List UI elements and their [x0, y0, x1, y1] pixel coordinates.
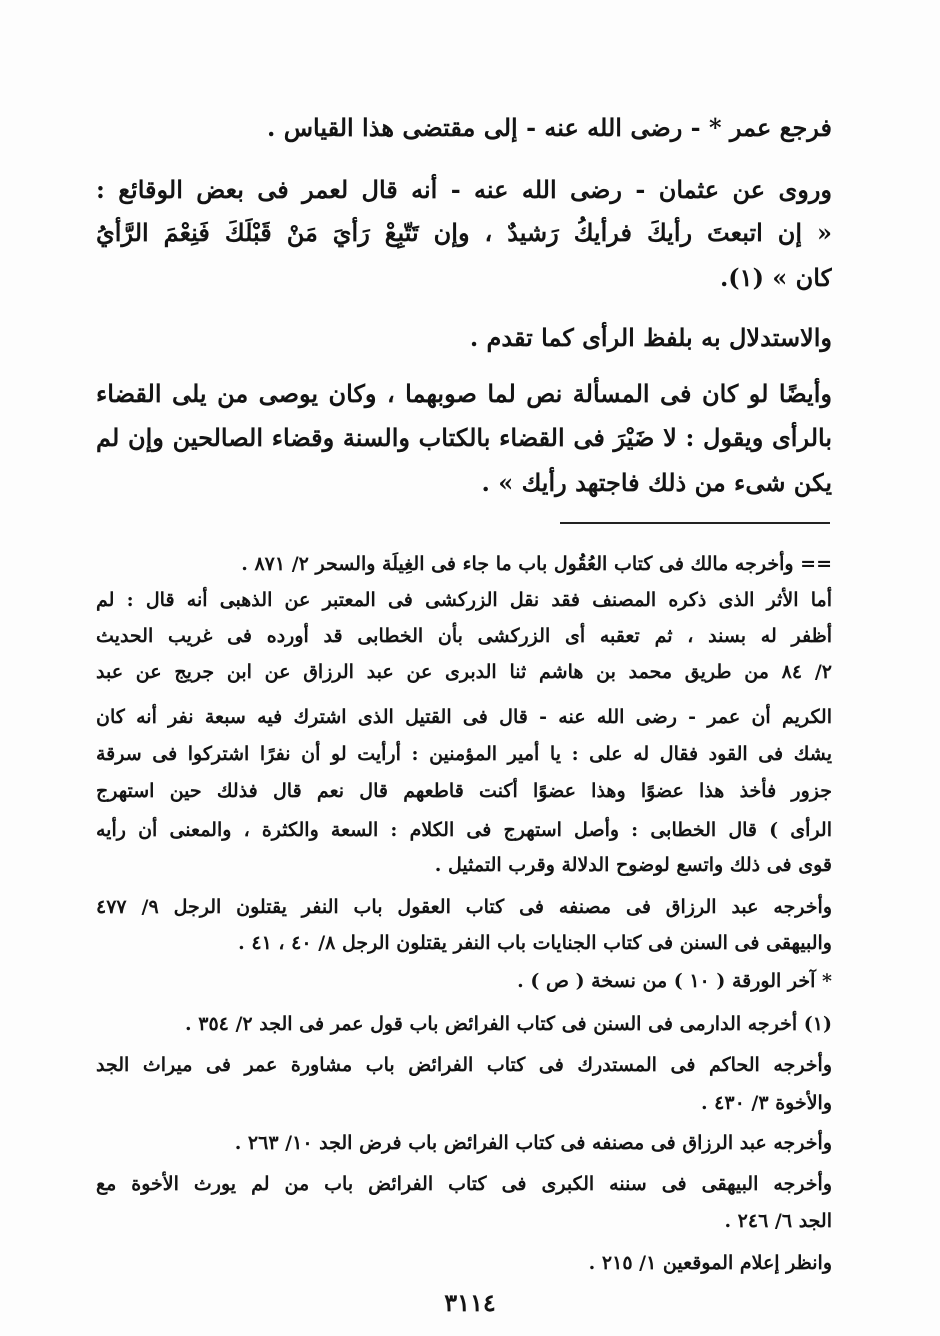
- footnote-line: * آخر الورقة ( ١٠ ) من نسخة ( ص ) .: [517, 970, 832, 992]
- footnote-line: قوى فى ذلك واتسع لوضوح الدلالة وقرب التمثيل .: [434, 854, 832, 876]
- main-text-line: يكن شىء من ذلك فاجتهد رأيك » .: [481, 468, 832, 497]
- footnote-line: ٢/ ٨٤ من طريق محمد بن هاشم ثنا الدبرى عن عبد الرزاق عن ابن جريج عن عبد: [96, 661, 832, 683]
- footnote-line: أما الأثر الذى ذكره المصنف فقد نقل الزركشى فى المعتبر عن الذهبى أنه قال : لم: [96, 589, 832, 611]
- main-text-line: والاستدلال به بلفظ الرأى كما تقدم .: [469, 323, 832, 352]
- footnote-line: أظفر له بسند ، ثم تعقبه أى الزركشى بأن الخطابى قد أورده فى غريب الحديث: [96, 625, 832, 647]
- main-text-line: كان » (١).: [719, 263, 832, 292]
- footnote-line: وأخرجه الحاكم فى المستدرك فى كتاب الفرائض باب مشاورة عمر فى ميراث الجد: [96, 1054, 832, 1076]
- main-text-line: « إن اتبعتَ رأيكَ فرأيكُ رَشيدٌ ، وإن تَتّبِعْ رَأيَ مَنْ قَبْلَكَ فَنِعْمَ الرَّأيُ: [96, 218, 832, 247]
- main-text-line: فرجع عمر * - رضى الله عنه - إلى مقتضى هذا القياس .: [267, 113, 832, 142]
- footnote-line: الرأى ) قال الخطابى : وأصل استهرج فى الكلام : السعة والكثرة ، والمعنى أن رأيه: [96, 819, 832, 841]
- footnote-line: وأخرجه البيهقى فى سننه الكبرى فى كتاب الفرائض باب من لم يورث الأخوة مع: [96, 1173, 832, 1195]
- main-text-line: وروى عن عثمان - رضى الله عنه - أنه قال لعمر فى بعض الوقائع :: [96, 175, 832, 204]
- footnote-line: الكريم أن عمر - رضى الله عنه - قال فى القتيل الذى اشترك فيه سبعة نفر أنه كان: [96, 706, 832, 728]
- footnote-line: والأخوة ٣/ ٤٣٠ .: [700, 1092, 832, 1114]
- footnote-line: وانظر إعلام الموقعين ١/ ٢١٥ .: [588, 1252, 832, 1274]
- footnote-line: وأخرجه عبد الرزاق فى مصنفه فى كتاب العقول باب النفر يقتلون الرجل ٩/ ٤٧٧: [96, 896, 832, 918]
- footnote-line: == وأخرجه مالك فى كتاب العُقُول باب ما جاء فى الغِيلَة والسحر ٢/ ٨٧١ .: [241, 553, 832, 575]
- footnote-line: (١) أخرجه الدارمى فى السنن فى كتاب الفرائض باب قول عمر فى الجد ٢/ ٣٥٤ .: [185, 1013, 832, 1035]
- footnote-line: وأخرجه عبد الرزاق فى مصنفه فى كتاب الفرائض باب فرض الجد ١٠/ ٢٦٣ .: [234, 1132, 832, 1154]
- main-text-line: وأيضًا لو كان فى المسألة نص لما صوبهما ، وكان يوصى من يلى القضاء: [96, 379, 832, 408]
- footnote-separator: [560, 522, 830, 524]
- footnote-line: والبيهقى فى السنن فى كتاب الجنايات باب النفر يقتلون الرجل ٨/ ٤٠ ، ٤١ .: [238, 932, 832, 954]
- footnote-line: يشك فى القود فقال له على : يا أمير المؤمنين : أرأيت لو أن نفرًا اشتركوا فى سرقة: [96, 743, 832, 765]
- footnote-line: الجد ٦/ ٢٤٦ .: [724, 1210, 832, 1232]
- main-text-line: بالرأى ويقول : لا ضَيْرَ فى القضاء بالكتاب والسنة وقضاء الصالحين وإن لم: [96, 423, 832, 452]
- page-number: ٣١١٤: [444, 1288, 496, 1317]
- footnote-line: جزور فأخذ هذا عضوًا وهذا عضوًا أكنت قاطعهم قال نعم قال فذلك حين استهرج: [96, 780, 832, 802]
